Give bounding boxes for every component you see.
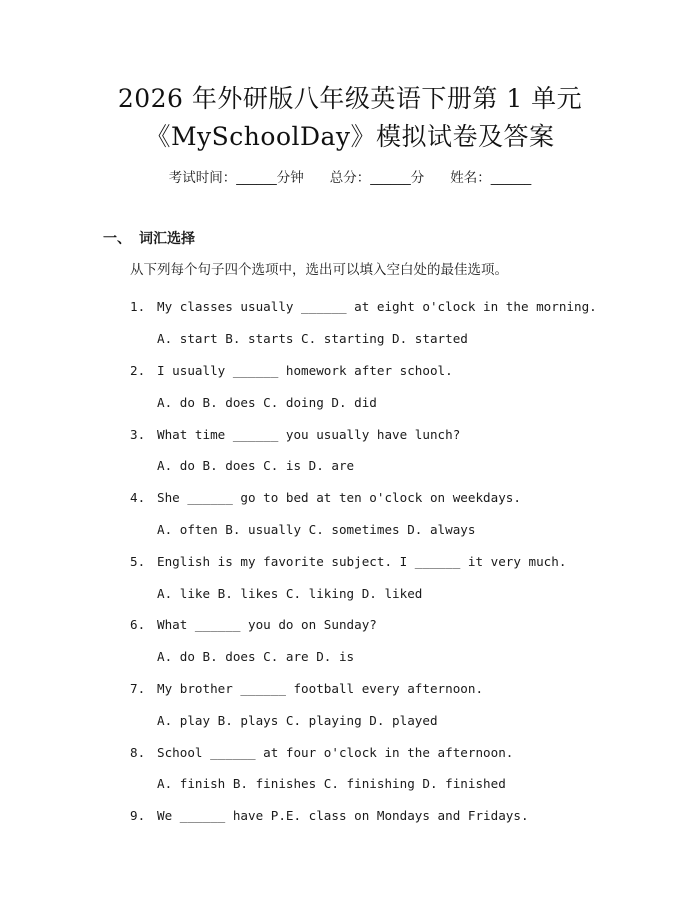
exam-score-field: 总分：______分: [329, 170, 425, 186]
section-title: 词汇选择: [139, 231, 195, 247]
question-number: 3.: [130, 426, 146, 442]
question-text: English is my favorite subject. I ______ it very much.: [157, 553, 567, 569]
question-number: 2.: [130, 362, 146, 378]
page-subtitle: 《MySchoolDay》模拟试卷及答案: [145, 122, 555, 151]
question-number: 9.: [130, 808, 146, 824]
question-options: A. start B. starts C. starting D. started: [157, 331, 468, 347]
question-item: [130, 482, 650, 514]
question-number: 5.: [130, 553, 146, 569]
question-number: 4.: [130, 490, 146, 506]
question-item: [130, 418, 650, 450]
question-text: School ______ at four o'clock in the afternoon.: [157, 744, 514, 760]
question-number: 7.: [130, 680, 146, 696]
question-item: [130, 673, 650, 705]
section-instruction: 从下列每个句子四个选项中，选出可以填入空白处的最佳选项。: [130, 262, 508, 278]
section-number: 一、: [103, 231, 131, 247]
question-number: 1.: [130, 299, 146, 315]
question-text: She ______ go to bed at ten o'clock on weekdays.: [157, 490, 521, 506]
question-options: A. do B. does C. doing D. did: [157, 394, 377, 410]
exam-meta: [0, 168, 700, 188]
question-options: A. often B. usually C. sometimes D. always: [157, 521, 476, 537]
question-text: I usually ______ homework after school.: [157, 362, 453, 378]
question-text: We ______ have P.E. class on Mondays and Fridays.: [157, 808, 529, 824]
question-options: A. do B. does C. are D. is: [157, 649, 355, 665]
question-text: My classes usually ______ at eight o'clock in the morning.: [157, 299, 597, 315]
question-number: 6.: [130, 617, 146, 633]
question-item: [130, 609, 650, 641]
question-text: What ______ you do on Sunday?: [157, 617, 377, 633]
question-item: [130, 291, 650, 323]
question-options: A. like B. likes C. liking D. liked: [157, 585, 423, 601]
question-options: A. do B. does C. is D. are: [157, 458, 355, 474]
question-options: A. finish B. finishes C. finishing D. finished: [157, 776, 506, 792]
exam-time-field: 考试时间：______分钟: [168, 170, 304, 186]
question-list: [130, 291, 650, 832]
question-options: A. play B. plays C. playing D. played: [157, 712, 438, 728]
question-item: [130, 355, 650, 387]
question-item: [130, 545, 650, 577]
question-item: [130, 736, 650, 768]
question-text: What time ______ you usually have lunch?: [157, 426, 461, 442]
section-heading: [103, 229, 195, 249]
page-title: 2026 年外研版八年级英语下册第 1 单元: [117, 84, 583, 113]
student-name-field: 姓名：______: [450, 170, 532, 186]
question-text: My brother ______ football every afternoon.: [157, 680, 484, 696]
question-number: 8.: [130, 744, 146, 760]
question-item: [130, 800, 650, 832]
